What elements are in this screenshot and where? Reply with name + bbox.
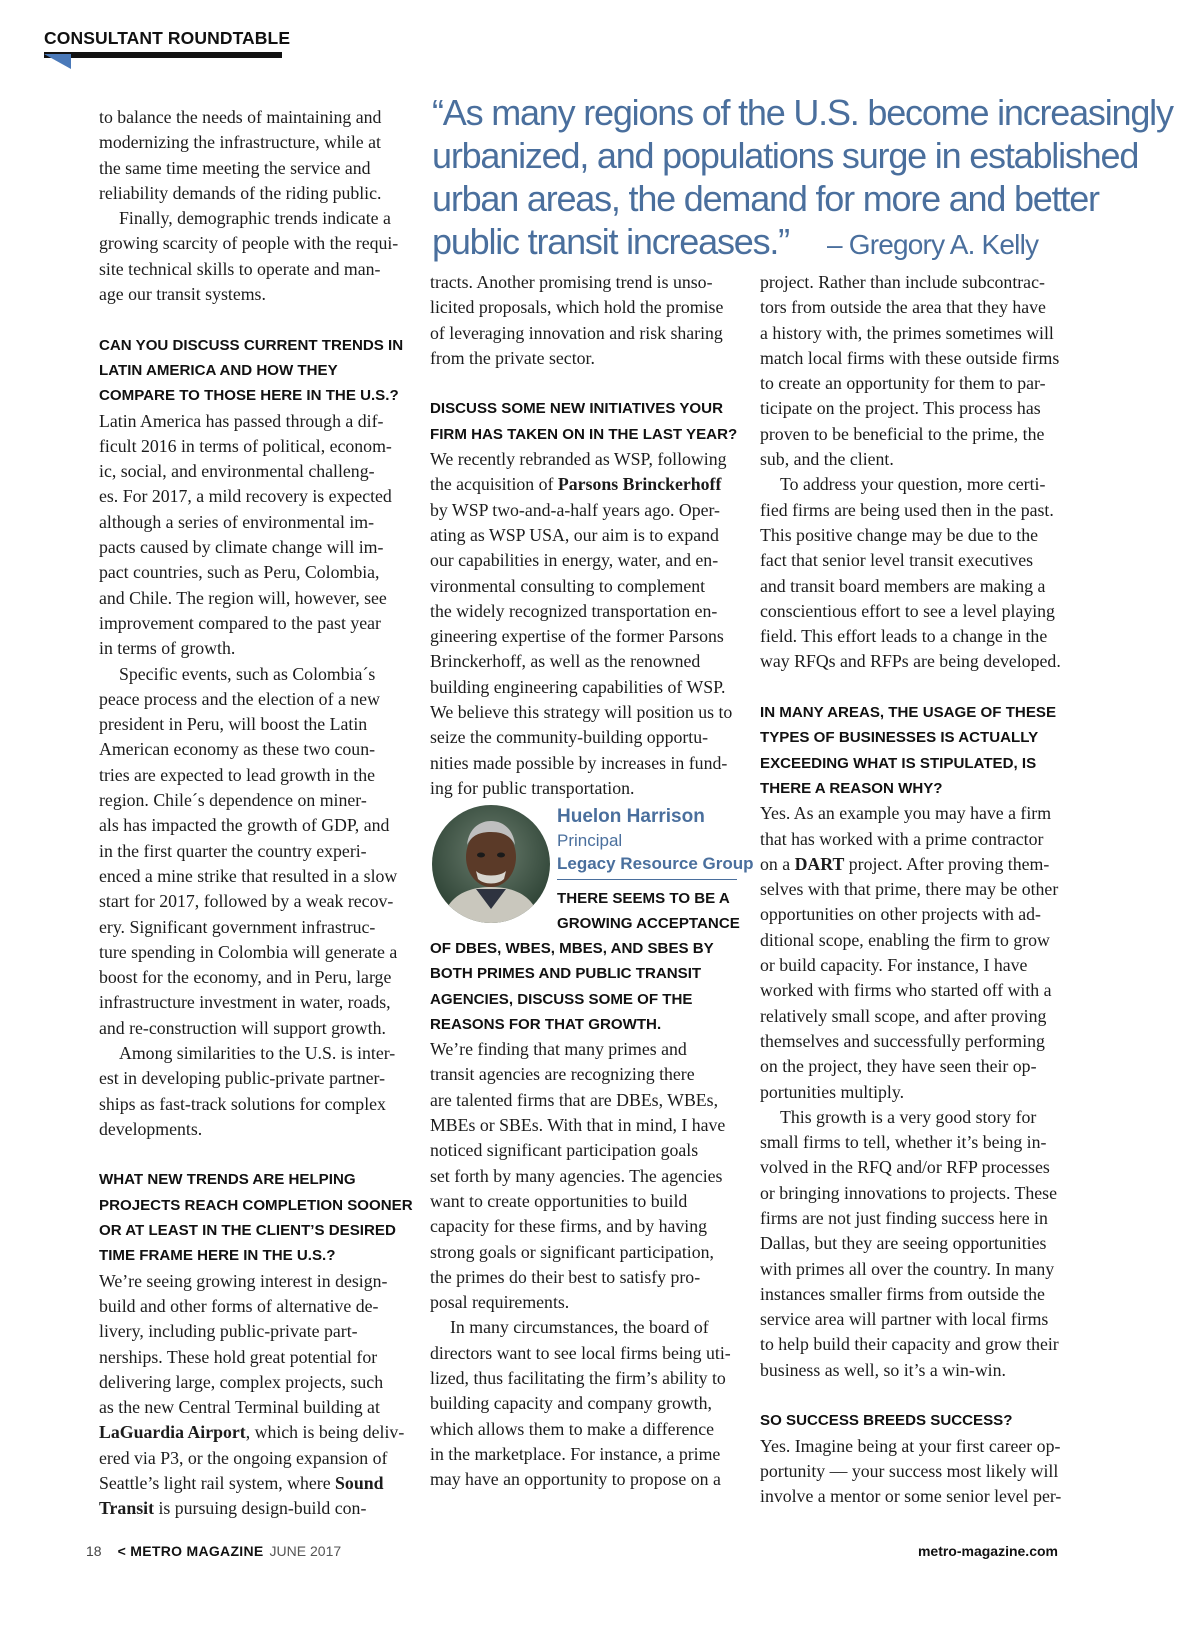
org-name: LaGuardia Airport	[99, 1422, 246, 1443]
paragraph	[99, 409, 405, 662]
column-2	[430, 270, 736, 801]
text-line: American economy as these two coun-	[99, 739, 376, 760]
pull-quote-line: urbanized, and populations surge in established	[432, 135, 1139, 176]
text-line: that has worked with a prime contractor	[760, 828, 1044, 849]
paragraph	[760, 1434, 1066, 1510]
paragraph	[430, 270, 736, 371]
profile-name: Huelon Harrison	[557, 806, 705, 827]
text-line: delivering large, complex projects, such	[99, 1371, 384, 1392]
text-line: field. This effort leads to a change in the	[760, 626, 1048, 647]
text-line: and Chile. The region will, however, see	[99, 587, 387, 608]
text-line: which allows them to make a difference	[430, 1418, 715, 1439]
text-line: building capacity and company growth,	[430, 1393, 712, 1414]
text-line: est in developing public-private partner-	[99, 1068, 386, 1089]
text-line: directors want to see local firms being uti-	[430, 1342, 731, 1363]
heading-line: WHAT NEW TRENDS ARE HELPING	[99, 1171, 356, 1189]
magazine-brand: < METRO MAGAZINE	[117, 1543, 264, 1559]
org-name: Transit	[99, 1498, 154, 1519]
text-line: relatively small scope, and after proving	[760, 1005, 1047, 1026]
column-3	[760, 270, 1066, 1510]
text-line: proven to be beneficial to the prime, the	[760, 423, 1045, 444]
text-line: vironmental consulting to complement	[430, 575, 706, 596]
text-line: ticipate on the project. This process has	[760, 398, 1041, 419]
text-line	[99, 1471, 405, 1496]
footer-url: metro-magazine.com	[917, 1543, 1058, 1559]
text-line: service area will partner with local firms	[760, 1309, 1049, 1330]
text-fragment: , which is being deliv-	[245, 1422, 405, 1443]
paragraph	[430, 447, 736, 472]
pull-quote-author: – Gregory A. Kelly	[826, 229, 1039, 260]
paragraph	[430, 1315, 736, 1492]
text-line: Yes. As an example you may have a firm	[760, 803, 1052, 824]
text-line: ficult 2016 in terms of political, econom-	[99, 435, 392, 456]
text-line: tors from outside the area that they have	[760, 297, 1046, 318]
text-line: We believe this strategy will position us to	[430, 702, 733, 723]
heading-line: THERE SEEMS TO BE A	[557, 890, 730, 907]
question-heading	[760, 1408, 1066, 1433]
text-line: building engineering capabilities of WSP.	[430, 676, 726, 697]
text-line: MBEs or SBEs. With that in mind, I have	[430, 1115, 726, 1136]
text-line: fact that senior level transit executives	[760, 550, 1034, 571]
text-line: or bringing innovations to projects. These	[760, 1182, 1057, 1203]
text-line: build and other forms of alternative de-	[99, 1295, 379, 1316]
portrait-photo	[432, 805, 550, 923]
org-name: Sound	[335, 1473, 384, 1494]
text-line: president in Peru, will boost the Latin	[99, 714, 368, 735]
text-line: sub, and the client.	[760, 449, 894, 470]
text-line: reliability demands of the riding public.	[99, 182, 382, 203]
text-line: nerships. These hold great potential for	[99, 1346, 378, 1367]
text-line: selves with that prime, there may be other	[760, 879, 1059, 900]
heading-line: PROJECTS REACH COMPLETION SOONER	[99, 1196, 413, 1214]
text-line: boost for the economy, and in Peru, large	[99, 967, 392, 988]
text-line	[99, 1420, 405, 1445]
text-line: involve a mentor or some senior level per-	[760, 1486, 1062, 1507]
text-line: way RFQs and RFPs are being developed.	[760, 651, 1061, 672]
text-fragment: is pursuing design-build con-	[154, 1498, 367, 1519]
footer	[86, 1543, 341, 1559]
text-line: We’re seeing growing interest in design-	[99, 1270, 388, 1291]
text-line: a history with, the primes sometimes will	[760, 322, 1054, 343]
heading-line: DISCUSS SOME NEW INITIATIVES YOUR	[430, 400, 723, 418]
text-line: Yes. Imagine being at your first career op-	[760, 1435, 1061, 1456]
text-line: Brinckerhoff, as well as the renowned	[430, 651, 701, 672]
text-line: ditional scope, enabling the firm to grow	[760, 929, 1050, 950]
text-line: als has impacted the growth of GDP, and	[99, 815, 390, 836]
heading-line: EXCEEDING WHAT IS STIPULATED, IS	[760, 754, 1037, 772]
text-line: instances smaller firms from outside the	[760, 1283, 1045, 1304]
section-label: CONSULTANT ROUNDTABLE	[44, 28, 282, 58]
text-line: age our transit systems.	[99, 284, 266, 305]
text-line: firms are not just finding success here in	[760, 1207, 1048, 1228]
paragraph	[99, 206, 405, 307]
text-line: posal requirements.	[430, 1292, 570, 1313]
text-line: capacity for these firms, and by having	[430, 1216, 707, 1237]
org-name: DART	[794, 853, 845, 874]
paragraph	[430, 498, 736, 802]
text-line: Latin America has passed through a dif-	[99, 410, 384, 431]
text-line: the primes do their best to satisfy pro-	[430, 1266, 701, 1287]
text-line: developments.	[99, 1118, 203, 1139]
text-line: the widely recognized transportation en-	[430, 600, 718, 621]
text-line: ships as fast-track solutions for complex	[99, 1093, 386, 1114]
text-line: pact countries, such as Peru, Colombia,	[99, 562, 380, 583]
text-line: conscientious effort to see a level playing	[760, 600, 1055, 621]
text-line: in the first quarter the country experi-	[99, 840, 367, 861]
text-line: Among similarities to the U.S. is inter-	[119, 1042, 396, 1063]
profile-company: Legacy Resource Group	[557, 854, 754, 873]
text-line: ered via P3, or the ongoing expansion of	[99, 1447, 388, 1468]
divider	[557, 879, 737, 880]
question-heading	[430, 396, 736, 447]
text-line: by WSP two-and-a-half years ago. Oper-	[430, 499, 720, 520]
paragraph	[430, 1037, 736, 1315]
pull-quote	[432, 91, 1173, 266]
paragraph	[760, 801, 1066, 852]
text-line: ing for public transportation.	[430, 777, 635, 798]
text-line: portunities multiply.	[760, 1081, 905, 1102]
issue-date: JUNE 2017	[269, 1543, 342, 1559]
heading-line: BOTH PRIMES AND PUBLIC TRANSIT	[430, 965, 702, 983]
text-line: This growth is a very good story for	[780, 1106, 1037, 1127]
text-line: start for 2017, followed by a weak recov-	[99, 891, 394, 912]
text-line: and re-construction will support growth.	[99, 1017, 386, 1038]
text-line: noticed significant participation goals	[430, 1140, 699, 1161]
text-line: strong goals or significant participation,	[430, 1241, 714, 1262]
text-line: set forth by many agencies. The agencies	[430, 1165, 723, 1186]
text-line: Finally, demographic trends indicate a	[119, 208, 391, 229]
text-line: worked with firms who started off with a	[760, 980, 1052, 1001]
paragraph	[99, 1269, 405, 1421]
text-line: In many circumstances, the board of	[450, 1317, 709, 1338]
question-heading	[760, 700, 1066, 801]
text-line: site technical skills to operate and man-	[99, 258, 381, 279]
text-line	[760, 852, 1066, 877]
text-line: from the private sector.	[430, 347, 595, 368]
paragraph	[760, 472, 1066, 674]
text-line: on the project, they have seen their op-	[760, 1056, 1037, 1077]
text-line: improvement compared to the past year	[99, 612, 381, 633]
text-line: project. Rather than include subcontrac-	[760, 272, 1045, 292]
text-fragment: the acquisition of	[430, 474, 558, 495]
heading-line: OF DBES, WBES, MBES, AND SBES BY	[430, 940, 714, 957]
text-line: fied firms are being used then in the past.	[760, 499, 1054, 520]
text-line: in terms of growth.	[99, 638, 236, 659]
column-2-heading-short	[557, 886, 740, 937]
text-line: We recently rebranded as WSP, following	[430, 449, 727, 470]
text-line: tracts. Another promising trend is unso-	[430, 272, 713, 292]
text-line: ery. Significant government infrastruc-	[99, 916, 376, 937]
heading-line: AGENCIES, DISCUSS SOME OF THE	[430, 990, 693, 1008]
text-line: licited proposals, which hold the promise	[430, 297, 724, 318]
text-line: to balance the needs of maintaining and	[99, 107, 382, 127]
org-name: Parsons Brinckerhoff	[557, 474, 722, 495]
text-line: gineering expertise of the former Parsons	[430, 626, 724, 647]
column-2-lower	[430, 936, 736, 1493]
person-icon	[432, 805, 550, 923]
heading-line: TYPES OF BUSINESSES IS ACTUALLY	[760, 729, 1039, 747]
text-line: ating as WSP USA, our aim is to expand	[430, 524, 719, 545]
heading-line: GROWING ACCEPTANCE	[557, 915, 740, 933]
text-line: want to create opportunities to build	[430, 1190, 688, 1211]
text-line: ture spending in Colombia will generate a	[99, 941, 398, 962]
text-line: opportunities on other projects with ad-	[760, 904, 1041, 925]
text-line: es. For 2017, a mild recovery is expected	[99, 486, 392, 507]
paragraph	[99, 105, 405, 206]
pull-quote-line: public transit increases.”	[432, 221, 789, 262]
text-line: seize the community-building opportu-	[430, 727, 709, 748]
text-line: infrastructure investment in water, roads,	[99, 992, 391, 1013]
paragraph	[99, 1041, 405, 1142]
paragraph	[99, 662, 405, 1041]
paragraph	[99, 1446, 405, 1471]
question-heading	[99, 1167, 413, 1268]
text-line: lized, thus facilitating the firm’s ability to	[430, 1368, 726, 1389]
text-line: in the marketplace. For instance, a prime	[430, 1443, 721, 1464]
text-line: themselves and successfully performing	[760, 1030, 1045, 1051]
text-line: match local firms with these outside firms	[760, 347, 1060, 368]
heading-line: SO SUCCESS BREEDS SUCCESS?	[760, 1412, 1013, 1430]
section-tab-marker	[44, 54, 71, 69]
text-line: transit agencies are recognizing there	[430, 1064, 695, 1085]
text-line: This positive change may be due to the	[760, 524, 1039, 545]
question-heading	[99, 333, 405, 409]
text-line: peace process and the election of a new	[99, 688, 380, 709]
heading-line: IN MANY AREAS, THE USAGE OF THESE	[760, 704, 1057, 722]
text-line: volved in the RFQ and/or RFP processes	[760, 1157, 1050, 1178]
question-heading	[557, 886, 740, 937]
text-line: livery, including public-private part-	[99, 1321, 358, 1342]
text-line: the same time meeting the service and	[99, 157, 371, 178]
text-line: growing scarcity of people with the requi-	[99, 233, 399, 254]
question-heading	[430, 936, 736, 1037]
text-line: to help build their capacity and grow their	[760, 1334, 1059, 1355]
text-line: To address your question, more certi-	[780, 474, 1046, 495]
text-line: tries are expected to lead growth in the	[99, 764, 375, 785]
text-line: pacts caused by climate change will im-	[99, 537, 384, 558]
text-line: are talented firms that are DBEs, WBEs,	[430, 1089, 719, 1110]
text-fragment: project. After proving them-	[844, 853, 1050, 874]
text-line: ic, social, and environmental challeng-	[99, 461, 375, 482]
text-line: to create an opportunity for them to par-	[760, 373, 1046, 394]
heading-line: TIME FRAME HERE IN THE U.S.?	[99, 1247, 336, 1265]
text-line: portunity — your success most likely will	[760, 1460, 1059, 1481]
text-line: region. Chile´s dependence on miner-	[99, 790, 367, 811]
text-line: our capabilities in energy, water, and en-	[430, 550, 719, 571]
text-line: may have an opportunity to propose on a	[430, 1469, 721, 1490]
heading-line: CAN YOU DISCUSS CURRENT TRENDS IN	[99, 336, 404, 354]
text-line	[99, 1496, 405, 1521]
heading-line: COMPARE TO THOSE HERE IN THE U.S.?	[99, 387, 399, 405]
text-line: modernizing the infrastructure, while at	[99, 132, 381, 153]
pull-quote-line: urban areas, the demand for more and better	[432, 178, 1099, 219]
text-line: or build capacity. For instance, I have	[760, 955, 1028, 976]
heading-line: LATIN AMERICA AND HOW THEY	[99, 361, 338, 379]
page-number: 18	[86, 1543, 102, 1559]
paragraph	[760, 270, 1066, 472]
text-line: and transit board members are making a	[760, 575, 1046, 596]
profile-title: Principal	[557, 831, 623, 850]
heading-line: REASONS FOR THAT GROWTH.	[430, 1015, 662, 1033]
text-line: enced a mine strike that resulted in a slow	[99, 865, 398, 886]
text-line: of leveraging innovation and risk sharing	[430, 322, 723, 343]
heading-line: FIRM HAS TAKEN ON IN THE LAST YEAR?	[430, 425, 738, 443]
pull-quote-line: “As many regions of the U.S. become increasingly	[432, 92, 1173, 133]
text-line: with primes all over the country. In many	[760, 1258, 1055, 1279]
text-fragment: on a	[760, 853, 795, 874]
paragraph	[760, 1105, 1066, 1383]
text-fragment: Seattle’s light rail system, where	[99, 1473, 336, 1494]
heading-line: THERE A REASON WHY?	[760, 779, 943, 797]
text-line: We’re finding that many primes and	[430, 1039, 687, 1060]
text-line	[430, 472, 736, 497]
column-1	[99, 105, 413, 1522]
paragraph	[760, 877, 1066, 1105]
text-line: Specific events, such as Colombia´s	[119, 663, 376, 684]
text-line: although a series of environmental im-	[99, 511, 375, 532]
text-line: business as well, so it’s a win-win.	[760, 1359, 1006, 1380]
text-line: as the new Central Terminal building at	[99, 1397, 380, 1418]
text-line: nities made possible by increases in fund-	[430, 752, 728, 773]
text-line: small firms to tell, whether it’s being in-	[760, 1132, 1047, 1153]
text-line: Dallas, but they are seeing opportunities	[760, 1233, 1047, 1254]
heading-line: OR AT LEAST IN THE CLIENT’S DESIRED	[99, 1222, 396, 1240]
